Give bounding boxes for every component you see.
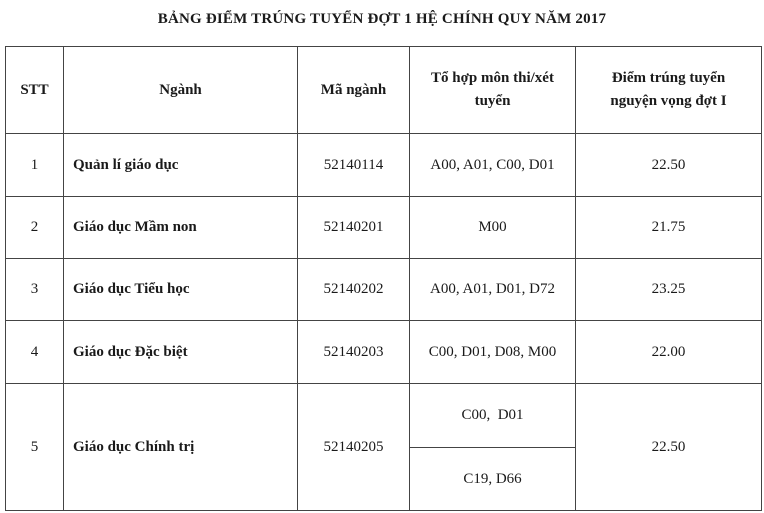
row2-ma-nganh: 52140201 bbox=[323, 219, 384, 235]
header-to-hop bbox=[410, 47, 575, 133]
row5-to-hop-a: C00, D01 bbox=[461, 407, 524, 423]
table-border-bottom bbox=[5, 510, 762, 511]
row1-ma-nganh: 52140114 bbox=[323, 156, 384, 173]
row4-diem: 22.00 bbox=[651, 343, 686, 360]
row3-nganh: Giáo dục Tiểu học bbox=[73, 281, 190, 297]
row5-ma-nganh: 52140205 bbox=[323, 438, 384, 455]
row2-to-hop: M00 bbox=[478, 219, 507, 235]
row2-nganh: Giáo dục Mầm non bbox=[73, 219, 197, 235]
row1-stt: 1 bbox=[30, 156, 39, 173]
row1-nganh: Quản lí giáo dục bbox=[73, 156, 179, 173]
header-stt: STT bbox=[20, 81, 49, 98]
row5-stt: 5 bbox=[30, 438, 39, 455]
row4-ma-nganh: 52140203 bbox=[323, 343, 384, 360]
row5-to-hop-b: C19, D66 bbox=[463, 470, 522, 487]
header-to-hop-line2: tuyển bbox=[474, 93, 511, 109]
header-diem bbox=[576, 47, 761, 133]
header-to-hop-line1: Tổ hợp môn thi/xét bbox=[431, 70, 554, 86]
row3-to-hop: A00, A01, D01, D72 bbox=[429, 281, 555, 297]
row3-stt: 3 bbox=[30, 281, 39, 297]
row1-to-hop: A00, A01, C00, D01 bbox=[430, 156, 555, 173]
row5-diem: 22.50 bbox=[651, 438, 686, 455]
row5-nganh: Giáo dục Chính trị bbox=[73, 438, 195, 455]
header-diem-line2: nguyện vọng đợt I bbox=[610, 93, 727, 109]
row1-diem: 22.50 bbox=[651, 156, 686, 173]
table-border-right bbox=[761, 46, 762, 511]
header-diem-line1: Điểm trúng tuyển bbox=[611, 70, 726, 86]
row4-to-hop: C00, D01, D08, M00 bbox=[428, 343, 557, 360]
header-nganh: Ngành bbox=[159, 81, 202, 98]
row3-ma-nganh: 52140202 bbox=[323, 281, 384, 297]
row2-stt: 2 bbox=[30, 219, 39, 235]
header-ma-nganh: Mã ngành bbox=[320, 81, 387, 98]
row2-diem: 21.75 bbox=[651, 219, 686, 235]
row4-nganh: Giáo dục Đặc biệt bbox=[73, 343, 188, 360]
row3-diem: 23.25 bbox=[651, 281, 686, 297]
row4-stt: 4 bbox=[30, 343, 39, 360]
table-title: BẢNG ĐIỂM TRÚNG TUYỂN ĐỢT 1 HỆ CHÍNH QUY NĂM 2017 bbox=[157, 11, 607, 27]
